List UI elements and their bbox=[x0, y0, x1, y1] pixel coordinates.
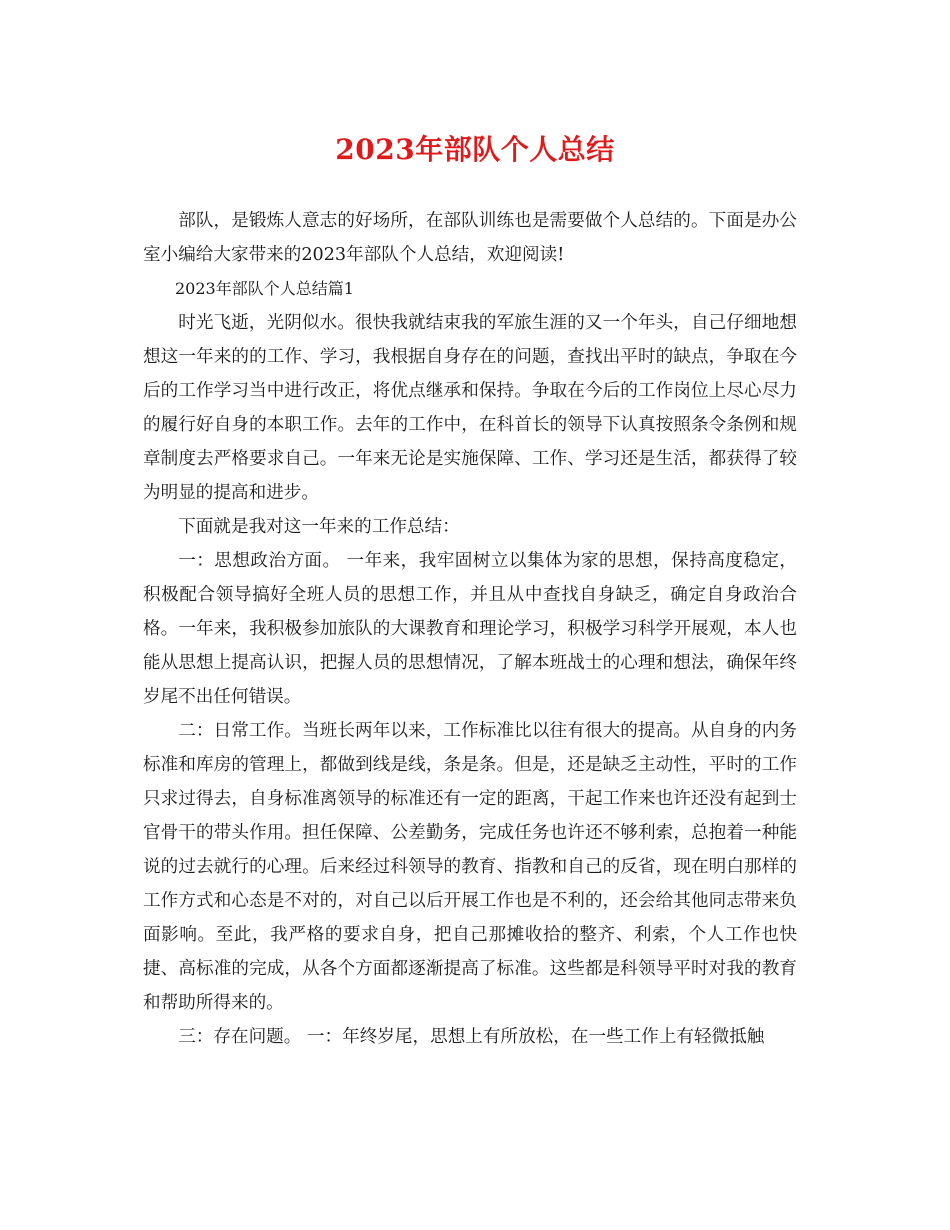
body-paragraph: 二：日常工作。当班长两年以来，工作标准比以往有很大的提高。从自身的内务标准和库房的管理上，都做到线是线，条是条。但是，还是缺乏主动性，平时的工作只求过得去，自身标准离领导的标准还有一定的距离，干起工作来也许还没有起到士官骨干的带头作用。担任保障、公差勤务，完成任务也许还不够利索，总抱着一种能说的过去就行的心理。后来经过科领导的教育、指教和自己的反省，现在明白那样的工作方式和心态是不对的，对自己以后开展工作也是不利的，还会给其他同志带来负面影响。至此，我严格的要求自身，把自己那摊收拾的整齐、利索，个人工作也快捷、高标准的完成，从各个方面都逐渐提高了标准。这些都是科领导平时对我的教育和帮助所得来的。 bbox=[143, 721, 797, 1013]
document-title: 2023年部队个人总结 bbox=[335, 133, 615, 166]
body-paragraph: 下面就是我对这一年来的工作总结： bbox=[178, 517, 460, 537]
body-paragraph: 时光飞逝，光阴似水。很快我就结束我的军旅生涯的又一个年头，自己仔细地想想这一年来的的工作、学习，我根据自身存在的问题，查找出平时的缺点，争取在今后的工作学习当中进行改正，将优点继承和保持。争取在今后的工作岗位上尽心尽力的履行好自身的本职工作。去年的工作中，在科首长的领导下认真按照条令条例和规章制度去严格要求自己。一年来无论是实施保障、工作、学习还是生活，都获得了较为明显的提高和进步。 bbox=[143, 313, 797, 503]
section-heading: 2023年部队个人总结篇1 bbox=[175, 279, 354, 298]
body-paragraph: 一：思想政治方面。 一年来，我牢固树立以集体为家的思想，保持高度稳定，积极配合领导搞好全班人员的思想工作，并且从中查找自身缺乏，确定自身政治合格。一年来，我积极参加旅队的大课教育和理论学习，积极学习科学开展观，本人也能从思想上提高认识，把握人员的思想情况，了解本班战士的心理和想法，确保年终岁尾不出任何错误。 bbox=[143, 551, 797, 707]
document-body bbox=[143, 204, 797, 1054]
body-paragraph: 三：存在问题。 一：年终岁尾，思想上有所放松，在一些工作上有轻微抵触 bbox=[178, 1027, 765, 1047]
intro-paragraph: 部队，是锻炼人意志的好场所，在部队训练也是需要做个人总结的。下面是办公室小编给大家带来的2023年部队个人总结，欢迎阅读! bbox=[143, 211, 797, 265]
